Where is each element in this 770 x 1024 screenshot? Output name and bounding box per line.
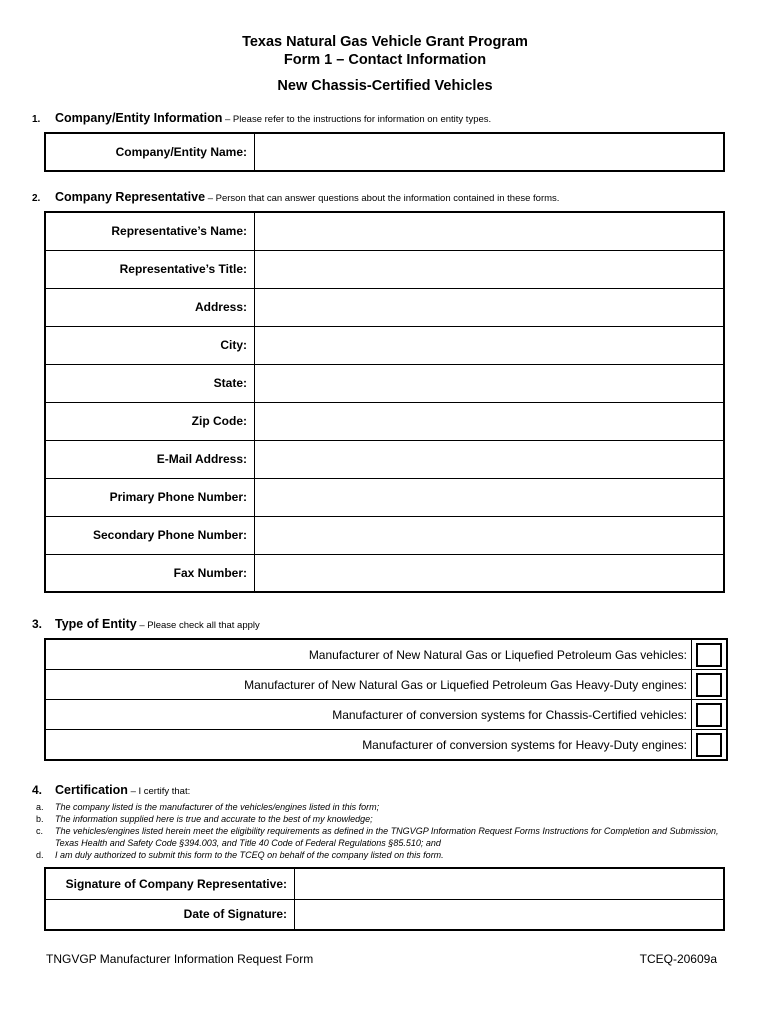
section-heading: Type of Entity xyxy=(55,617,137,631)
section-number: 2. xyxy=(32,193,41,204)
footer-form-name: TNGVGP Manufacturer Information Request Form xyxy=(46,952,314,966)
fax-number-field[interactable] xyxy=(255,554,725,592)
company-entity-name-field[interactable] xyxy=(255,133,725,171)
checkbox-cell xyxy=(692,730,728,761)
representative-title-field[interactable] xyxy=(255,250,725,288)
form-row xyxy=(45,364,724,402)
section-description: – Person that can answer questions about the information contained in these forms. xyxy=(205,193,560,204)
entity-engines-checkbox[interactable] xyxy=(696,673,722,697)
section-number: 1. xyxy=(32,114,41,125)
checkbox-cell xyxy=(692,700,728,730)
form-row xyxy=(45,554,724,592)
section-3-header xyxy=(32,617,260,631)
footer-form-number: TCEQ-20609a xyxy=(639,952,717,966)
form-title: Form 1 – Contact Information xyxy=(283,52,487,68)
section-2-header xyxy=(32,190,559,204)
list-item xyxy=(36,801,725,813)
list-letter: a. xyxy=(36,802,44,812)
date-of-signature-field[interactable] xyxy=(295,899,725,930)
form-row xyxy=(45,402,724,440)
signature-field[interactable] xyxy=(295,868,725,899)
entity-option-row xyxy=(45,730,727,761)
certification-list xyxy=(36,801,725,861)
representative-name-field[interactable] xyxy=(255,212,725,250)
section-heading: Company/Entity Information xyxy=(55,111,223,125)
list-letter: d. xyxy=(36,850,44,860)
field-label: Fax Number: xyxy=(45,554,255,592)
primary-phone-field[interactable] xyxy=(255,478,725,516)
section-description: – Please check all that apply xyxy=(136,620,260,631)
section-number: 3. xyxy=(32,617,43,631)
entity-option-row xyxy=(45,639,727,670)
field-label: Date of Signature: xyxy=(45,899,295,930)
form-row xyxy=(45,212,724,250)
form-row xyxy=(45,250,724,288)
secondary-phone-field[interactable] xyxy=(255,516,725,554)
list-text: I am duly authorized to submit this form to the TCEQ on behalf of the company listed on this form. xyxy=(55,850,444,860)
section-4-header xyxy=(32,783,190,797)
list-item xyxy=(36,825,725,849)
section-description: – Please refer to the instructions for information on entity types. xyxy=(222,114,492,125)
entity-option-label: Manufacturer of conversion systems for Heavy-Duty engines: xyxy=(45,730,692,761)
entity-option-label: Manufacturer of conversion systems for Chassis-Certified vehicles: xyxy=(45,700,692,730)
field-label: Zip Code: xyxy=(45,402,255,440)
section-heading: Company Representative xyxy=(55,190,206,204)
field-label: Primary Phone Number: xyxy=(45,478,255,516)
field-label: State: xyxy=(45,364,255,402)
list-text: The company listed is the manufacturer of the vehicles/engines listed in this form; xyxy=(55,802,380,812)
form-row xyxy=(45,478,724,516)
list-text: The information supplied here is true and accurate to the best of my knowledge; xyxy=(55,814,373,824)
state-field[interactable] xyxy=(255,364,725,402)
section-description: – I certify that: xyxy=(127,786,191,797)
list-letter: b. xyxy=(36,814,44,824)
checkbox-cell xyxy=(692,639,728,670)
entity-vehicles-checkbox[interactable] xyxy=(696,643,722,667)
form-row xyxy=(45,440,724,478)
zip-code-field[interactable] xyxy=(255,402,725,440)
form-row xyxy=(45,516,724,554)
form-row xyxy=(45,899,724,930)
field-label: E-Mail Address: xyxy=(45,440,255,478)
entity-conversion-engines-checkbox[interactable] xyxy=(696,733,722,757)
entity-type-table xyxy=(44,638,728,761)
section-1-header xyxy=(32,111,491,125)
entity-option-label: Manufacturer of New Natural Gas or Liquefied Petroleum Gas vehicles: xyxy=(45,639,692,670)
list-text: The vehicles/engines listed herein meet the eligibility requirements as defined in the TNGVGP Information Request Forms Instructions for Completion and Submission, Texas Health and Safety Code §394.003, and Title 40 Code of Federal Regulations §85.510; and xyxy=(55,826,719,848)
entity-option-row xyxy=(45,670,727,700)
list-item xyxy=(36,813,725,825)
entity-conversion-vehicles-checkbox[interactable] xyxy=(696,703,722,727)
signature-table xyxy=(44,867,725,931)
city-field[interactable] xyxy=(255,326,725,364)
list-letter: c. xyxy=(36,826,44,836)
field-label: Address: xyxy=(45,288,255,326)
company-entity-table xyxy=(44,132,725,172)
field-label: Representative’s Title: xyxy=(45,250,255,288)
entity-option-row xyxy=(45,700,727,730)
field-label: Company/Entity Name: xyxy=(45,133,255,171)
form-row xyxy=(45,868,724,899)
form-row xyxy=(45,133,724,171)
list-item xyxy=(36,849,725,861)
checkbox-cell xyxy=(692,670,728,700)
program-title: Texas Natural Gas Vehicle Grant Program xyxy=(242,34,528,50)
field-label: City: xyxy=(45,326,255,364)
section-number: 4. xyxy=(32,783,43,797)
field-label: Secondary Phone Number: xyxy=(45,516,255,554)
field-label: Signature of Company Representative: xyxy=(45,868,295,899)
form-row xyxy=(45,288,724,326)
address-field[interactable] xyxy=(255,288,725,326)
entity-option-label: Manufacturer of New Natural Gas or Liquefied Petroleum Gas Heavy-Duty engines: xyxy=(45,670,692,700)
field-label: Representative’s Name: xyxy=(45,212,255,250)
section-heading: Certification xyxy=(55,783,128,797)
form-row xyxy=(45,326,724,364)
representative-table xyxy=(44,211,725,593)
email-field[interactable] xyxy=(255,440,725,478)
form-subtitle: New Chassis-Certified Vehicles xyxy=(277,78,493,94)
form-title-block xyxy=(0,33,770,95)
